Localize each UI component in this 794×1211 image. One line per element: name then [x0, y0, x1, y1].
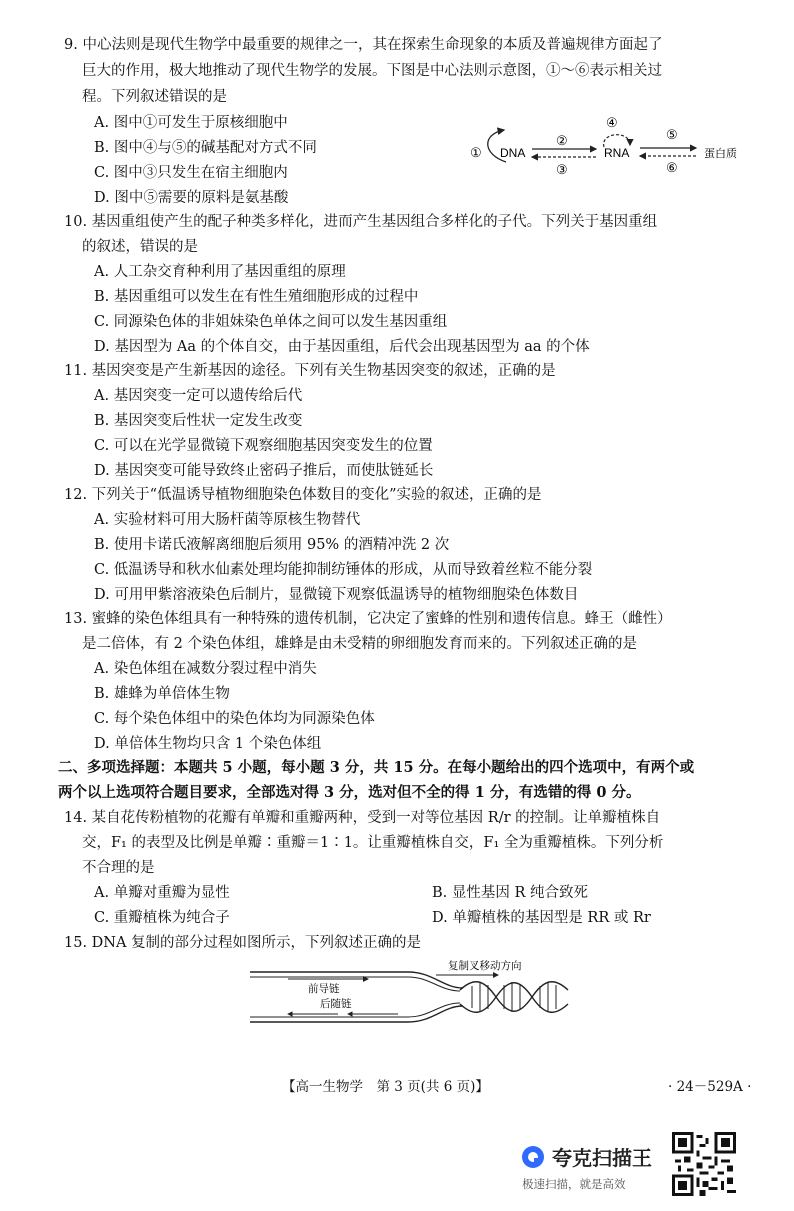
- section-2-line-2: 两个以上选项符合题目要求，全部选对得 3 分，选对但不全的得 1 分，有选错的得 0 分。: [58, 784, 641, 801]
- q9-stem-line-2: 巨大的作用，极大地推动了现代生物学的发展。下图是中心法则示意图，①～⑥表示相关过: [82, 63, 662, 79]
- q9-stem-line-3: 程。下列叙述错误的是: [82, 89, 227, 105]
- q12-option-a: A. 实验材料可用大肠杆菌等原核生物替代: [94, 512, 361, 528]
- q14-option-d: D. 单瓣植株的基因型是 RR 或 Rr: [432, 910, 651, 926]
- label-n1: ①: [470, 146, 482, 161]
- q9-option-b: B. 图中④与⑤的碱基配对方式不同: [94, 140, 317, 156]
- label-n3: ③: [556, 163, 568, 178]
- q14-option-b: B. 显性基因 R 纯合致死: [432, 885, 589, 901]
- label-n4: ④: [606, 116, 618, 131]
- q9-option-a: A. 图中①可发生于原核细胞中: [94, 115, 288, 131]
- scanner-watermark: [520, 1138, 660, 1198]
- q10-stem-line-1: 10. 基因重组使产生的配子种类多样化，进而产生基因组合多样化的子代。下列关于基因重组: [64, 214, 658, 230]
- leading-strand-label: 前导链: [308, 983, 340, 995]
- lagging-strand-label: 后随链: [320, 998, 352, 1010]
- fork-direction-label: 复制叉移动方向: [448, 960, 522, 972]
- q11-option-a: A. 基因突变一定可以遗传给后代: [94, 388, 303, 404]
- q13-option-a: A. 染色体组在减数分裂过程中消失: [94, 661, 317, 677]
- watermark-brand: 夸克扫描王: [552, 1146, 652, 1170]
- label-dna: DNA: [500, 146, 526, 160]
- q13-option-d: D. 单倍体生物均只含 1 个染色体组: [94, 736, 322, 752]
- helix-base-pairs: [472, 982, 556, 1012]
- quark-logo-icon: [520, 1144, 546, 1170]
- watermark-slogan: 极速扫描，就是高效: [522, 1177, 626, 1191]
- q12-option-c: C. 低温诱导和秋水仙素处理均能抑制纺锤体的形成，从而导致着丝粒不能分裂: [94, 562, 593, 578]
- q13-option-b: B. 雄蜂为单倍体生物: [94, 686, 230, 702]
- label-n5: ⑤: [666, 128, 678, 143]
- q10-option-a: A. 人工杂交育种利用了基因重组的原理: [94, 264, 346, 280]
- central-dogma-diagram: [470, 112, 750, 184]
- upper-template-strand: [250, 972, 463, 988]
- q9-option-d: D. 图中⑤需要的原料是氨基酸: [94, 190, 289, 206]
- section-2-line-1: 二、多项选择题：本题共 5 小题，每小题 3 分，共 15 分。在每小题给出的四个选项中，有两个或: [58, 759, 695, 776]
- q10-stem-line-2: 的叙述，错误的是: [82, 239, 198, 255]
- q11-option-c: C. 可以在光学显微镜下观察细胞基因突变发生的位置: [94, 438, 433, 454]
- q9-stem-line-1: 9. 中心法则是现代生物学中最重要的规律之一，其在探索生命现象的本质及普遍规律方面起了: [64, 37, 663, 53]
- label-n6: ⑥: [666, 161, 678, 176]
- lagging-strand: [250, 1003, 460, 1017]
- q11-option-d: D. 基因突变可能导致终止密码子推后，而使肽链延长: [94, 463, 434, 479]
- q11-option-b: B. 基因突变后性状一定发生改变: [94, 413, 303, 429]
- q9-option-c: C. 图中③只发生在宿主细胞内: [94, 165, 288, 181]
- q14-option-c: C. 重瓣植株为纯合子: [94, 910, 230, 926]
- q15-stem-line-1: 15. DNA 复制的部分过程如图所示，下列叙述正确的是: [64, 935, 422, 951]
- label-protein: 蛋白质: [704, 147, 737, 160]
- q12-stem-line-1: 12. 下列关于“低温诱导植物细胞染色体数目的变化”实验的叙述，正确的是: [64, 487, 542, 503]
- label-n2: ②: [556, 134, 568, 149]
- helix-strand-2: [460, 983, 568, 1013]
- page-footer-title: 【高一生物学 第 3 页(共 6 页)】: [282, 1079, 489, 1095]
- q12-option-b: B. 使用卡诺氏液解离细胞后须用 95% 的酒精冲洗 2 次: [94, 537, 450, 553]
- q13-option-c: C. 每个染色体组中的染色体均为同源染色体: [94, 711, 375, 727]
- q14-stem-line-2: 交，F₁ 的表型及比例是单瓣∶重瓣＝1∶1。让重瓣植株自交，F₁ 全为重瓣植株。下列分析: [82, 835, 664, 851]
- helix-strand-1: [460, 982, 568, 1012]
- q13-stem-line-1: 13. 蜜蜂的染色体组具有一种特殊的遗传机制，它决定了蜜蜂的性别和遗传信息。蜂王（雌性）: [64, 611, 672, 627]
- qr-code-icon: [672, 1132, 736, 1196]
- q13-stem-line-2: 是二倍体，有 2 个染色体组，雄蜂是由未受精的卵细胞发育而来的。下列叙述正确的是: [82, 636, 637, 652]
- q14-stem-line-1: 14. 某自花传粉植物的花瓣有单瓣和重瓣两种，受到一对等位基因 R/r 的控制。让单瓣植株自: [64, 810, 661, 826]
- page-footer-code: · 24－529A ·: [668, 1079, 752, 1095]
- q10-option-d: D. 基因型为 Aa 的个体自交，由于基因重组，后代会出现基因型为 aa 的个体: [94, 339, 590, 355]
- label-rna: RNA: [604, 146, 630, 160]
- q11-stem-line-1: 11. 基因突变是产生新基因的途径。下列有关生物基因突变的叙述，正确的是: [64, 363, 556, 379]
- dna-replication-figure: [248, 960, 578, 1030]
- q10-option-c: C. 同源染色体的非姐妹染色单体之间可以发生基因重组: [94, 314, 448, 330]
- q14-option-a: A. 单瓣对重瓣为显性: [94, 885, 230, 901]
- q14-stem-line-3: 不合理的是: [82, 860, 155, 876]
- q10-option-b: B. 基因重组可以发生在有性生殖细胞形成的过程中: [94, 289, 419, 305]
- q12-option-d: D. 可用甲紫溶液染色后制片，显微镜下观察低温诱导的植物细胞染色体数目: [94, 587, 579, 603]
